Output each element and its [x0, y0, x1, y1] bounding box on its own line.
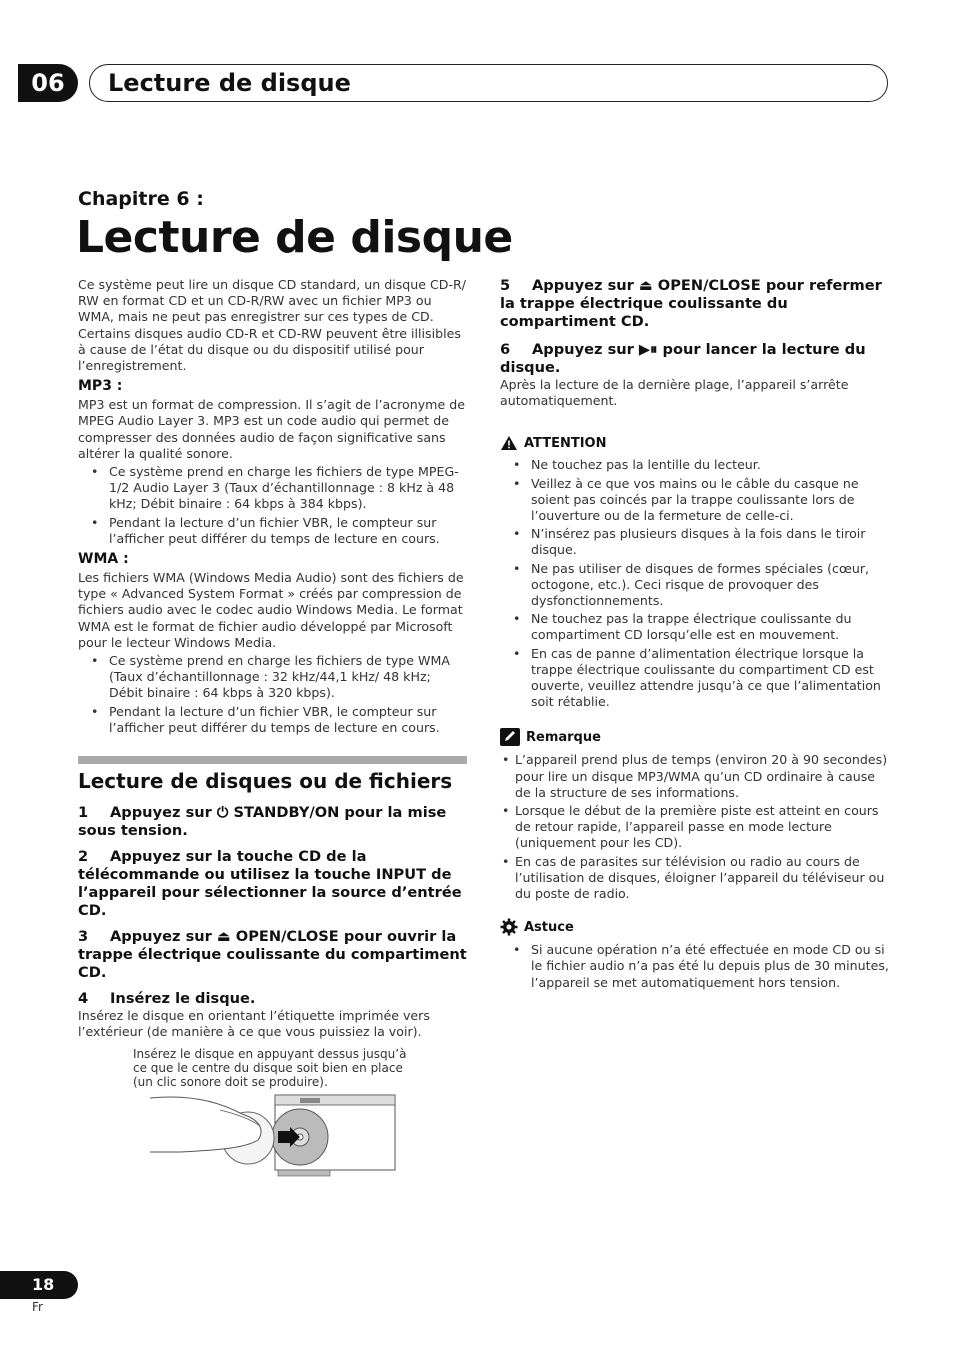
attention-bullets — [500, 457, 890, 710]
step-2: 2 Appuyez sur la touche CD de la télécommande ou utilisez la touche INPUT de l’appareil pour sélectionner la source d’entrée CD. — [78, 848, 462, 919]
list-item: • L’appareil prend plus de temps (environ 20 à 90 secondes) pour lire un disque MP3/WMA qu’un CD ordinaire à cause de la structure de ses informations. — [500, 752, 890, 801]
remarque-heading: Remarque — [500, 728, 890, 746]
step-4-detail: Insérez le disque en orientant l’étiquette imprimée vers l’extérieur (de manière à ce que vous puissiez la voir). — [78, 1008, 430, 1040]
left-steps — [78, 804, 468, 1040]
attention-heading: ATTENTION — [500, 435, 890, 451]
step-5: 5 Appuyez sur ⏏ OPEN/CLOSE pour refermer la trappe électrique coulissante du compartiment CD. — [500, 277, 882, 330]
gear-tip-icon — [500, 918, 518, 936]
step-6-detail: Après la lecture de la dernière plage, l’appareil s’arrête automatiquement. — [500, 377, 849, 409]
list-item: • Ce système prend en charge les fichiers de type WMA (Taux d’échantillonnage : 32 kHz/44,1 kHz/ 48 kHz; Débit binaire : 64 kbps à 320 kbps). — [78, 653, 468, 702]
list-item: • Pendant la lecture d’un fichier VBR, le compteur sur l’afficher peut différer du temps de lecture en cours. — [78, 704, 468, 736]
list-item: • Ne touchez pas la trappe électrique coulissante du compartiment CD lorsqu’elle est en mouvement. — [500, 611, 890, 643]
mp3-text: MP3 est un format de compression. Il s’agit de l’acronyme de MPEG Audio Layer 3. MP3 est un code audio qui permet de compresser des données audio de façon significative sans altérer la qualité sonore. — [78, 397, 465, 461]
chapter-number-badge: 06 — [18, 64, 78, 102]
remarque-bullets — [500, 752, 890, 902]
list-item: • Si aucune opération n’a été effectuée en mode CD ou si le fichier audio n’a pas été lu depuis plus de 30 minutes, l’appareil se met automatiquement hors tension. — [500, 942, 890, 991]
warning-icon — [500, 435, 518, 451]
section-title: Lecture de disques ou de fichiers — [78, 769, 453, 793]
chapter-label: Chapitre 6 : — [78, 188, 204, 210]
list-item: • Veillez à ce que vos mains ou le câble du casque ne soient pas coincés par la trappe coulissante lors de l’ouverture ou de la fermeture de celle-ci. — [500, 476, 890, 525]
pencil-note-icon — [500, 728, 520, 746]
wma-bullets — [78, 653, 468, 736]
wma-text: Les fichiers WMA (Windows Media Audio) sont des fichiers de type « Advanced System Format » créés par compression de fichiers audio avec le codec audio Windows Media. Le format WMA est le format de fichier audio développé par Microsoft pour le lecteur Windows Media. — [78, 570, 464, 650]
left-column-upper — [78, 277, 468, 738]
list-item: • Pendant la lecture d’un fichier VBR, le compteur sur l’afficher peut différer du temps de lecture en cours. — [78, 515, 468, 547]
step-4: 4 Insérez le disque. — [78, 990, 256, 1007]
mp3-heading: MP3 : — [78, 378, 123, 395]
step-3: 3 Appuyez sur ⏏ OPEN/CLOSE pour ouvrir la trappe électrique coulissante du compartiment CD. — [78, 928, 467, 981]
figure-caption: Insérez le disque en appuyant dessus jusqu’à ce que le centre du disque soit bien en place (un clic sonore doit se produire). — [133, 1047, 407, 1089]
step-6: 6 Appuyez sur ▶⏸ pour lancer la lecture du disque. — [500, 341, 866, 376]
intro-paragraph: Ce système peut lire un disque CD standard, un disque CD-R/ RW en format CD et un CD-R/RW avec un fichier MP3 ou WMA, mais ne peut pas enregistrer sur ces types de CD. Certains disques audio CD-R et CD-RW peuvent être illisibles à cause de l’état du disque ou du dispositif utilisé pour l’enregistrement. — [78, 277, 467, 374]
list-item: • Ne pas utiliser de disques de formes spéciales (cœur, octogone, etc.). Ceci risque de provoquer des dysfonctionnements. — [500, 561, 890, 610]
astuce-heading: Astuce — [500, 918, 890, 936]
right-column — [500, 277, 890, 993]
list-item: • En cas de parasites sur télévision ou radio au cours de l’utilisation de disques, éloigner l’appareil du téléviseur ou du poste de radio. — [500, 854, 890, 903]
mp3-bullets — [78, 464, 468, 547]
list-item: • Ce système prend en charge les fichiers de type MPEG-1/2 Audio Layer 3 (Taux d’échantillonnage : 8 kHz à 48 kHz; Débit binaire : 64 kbps à 384 kbps). — [78, 464, 468, 513]
disc-insert-illustration — [150, 1090, 400, 1182]
astuce-bullets — [500, 942, 890, 991]
step-1: 1 Appuyez sur ⏻ STANDBY/ON pour la mise sous tension. — [78, 804, 447, 839]
list-item: • Ne touchez pas la lentille du lecteur. — [500, 457, 890, 473]
wma-heading: WMA : — [78, 551, 129, 568]
page-number: 18 — [0, 1271, 78, 1299]
list-item: • En cas de panne d’alimentation électrique lorsque la trappe électrique coulissante du compartiment CD est ouverte, veuillez attendre jusqu’à ce que l’alimentation soit rétablie. — [500, 646, 890, 711]
section-divider — [78, 756, 467, 764]
header-title: Lecture de disque — [108, 69, 351, 97]
page-language: Fr — [32, 1300, 43, 1314]
list-item: • N’insérez pas plusieurs disques à la fois dans le tiroir disque. — [500, 526, 890, 558]
page-title: Lecture de disque — [76, 212, 513, 263]
list-item: • Lorsque le début de la première piste est atteint en cours de retour rapide, l’appareil passe en mode lecture (uniquement pour les CD). — [500, 803, 890, 852]
